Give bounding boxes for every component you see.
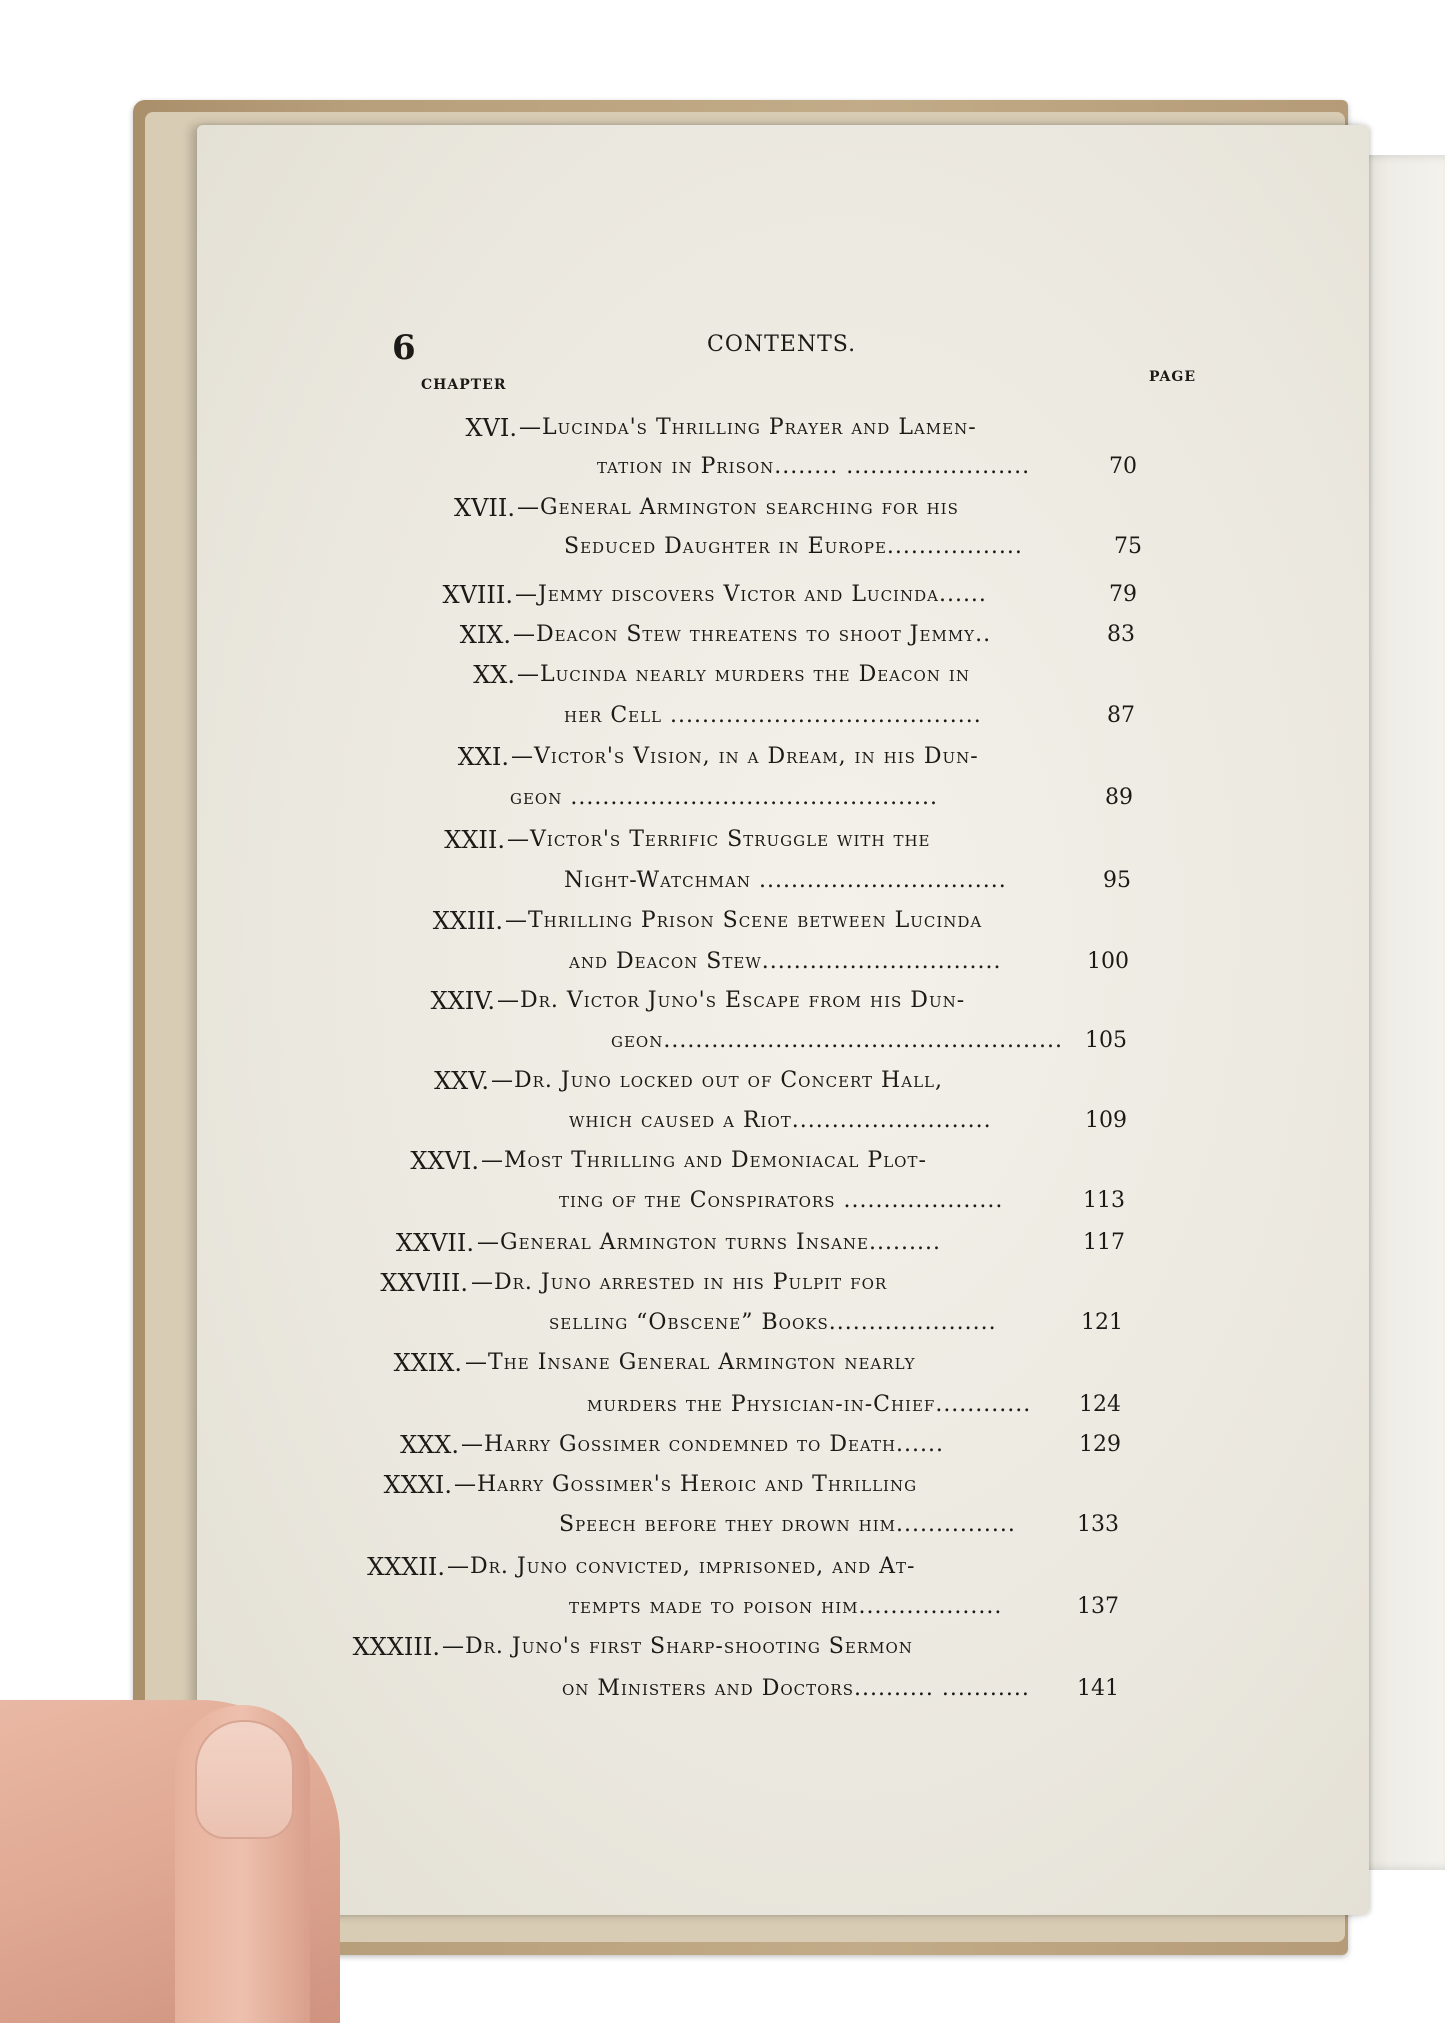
chapter-numeral: XXII. bbox=[444, 826, 505, 854]
chapter-page-number: 129 bbox=[1079, 1432, 1121, 1457]
chapter-title-continued: Night-Watchman ............................... bbox=[564, 868, 1007, 893]
chapter-numeral: XXXII. bbox=[367, 1553, 445, 1581]
thumbnail-nail bbox=[195, 1720, 294, 1839]
chapter-numeral: XXXIII. bbox=[352, 1633, 440, 1661]
toc-entry-line bbox=[197, 1387, 1369, 1423]
chapter-numeral: XXIV. bbox=[430, 987, 495, 1015]
chapter-title: —Most Thrilling and Demoniacal Plot- bbox=[481, 1148, 927, 1173]
chapter-page-number: 105 bbox=[1085, 1028, 1127, 1053]
chapter-title: —Dr. Juno locked out of Concert Hall, bbox=[491, 1068, 943, 1093]
toc-entry-line bbox=[197, 1671, 1369, 1707]
chapter-page-number: 83 bbox=[1107, 622, 1135, 647]
toc-entry-line bbox=[197, 1103, 1369, 1139]
chapter-numeral: XXVI. bbox=[410, 1147, 479, 1175]
chapter-title: —Dr. Juno convicted, imprisoned, and At- bbox=[447, 1554, 916, 1579]
chapter-numeral: XXVIII. bbox=[380, 1269, 468, 1297]
chapter-title: —Dr. Juno arrested in his Pulpit for bbox=[471, 1270, 888, 1295]
chapter-page-number: 75 bbox=[1114, 534, 1142, 559]
chapter-title-continued: her Cell ....................................... bbox=[564, 703, 982, 728]
chapter-numeral: XVIII. bbox=[442, 581, 513, 609]
toc-entry-line bbox=[197, 1143, 1369, 1179]
toc-entry-line bbox=[197, 657, 1369, 693]
toc-entry-line bbox=[197, 780, 1369, 816]
chapter-page-number: 100 bbox=[1087, 949, 1129, 974]
chapter-title: —Victor's Terrific Struggle with the bbox=[507, 827, 931, 852]
toc-entry-line bbox=[197, 577, 1369, 613]
chapter-title: —The Insane General Armington nearly bbox=[465, 1350, 916, 1375]
toc-entry-line bbox=[197, 1507, 1369, 1543]
chapter-title-continued: Seduced Daughter in Europe................. bbox=[564, 534, 1023, 559]
toc-entry-line bbox=[197, 1549, 1369, 1585]
toc-entry-line bbox=[197, 1589, 1369, 1625]
chapter-page-number: 137 bbox=[1077, 1594, 1119, 1619]
chapter-title-continued: which caused a Riot......................... bbox=[569, 1108, 992, 1133]
chapter-title: —Victor's Vision, in a Dream, in his Dun- bbox=[511, 744, 979, 769]
chapter-page-number: 87 bbox=[1107, 703, 1135, 728]
chapter-page-number: 109 bbox=[1085, 1108, 1127, 1133]
chapter-title: —Thrilling Prison Scene between Lucinda bbox=[505, 908, 983, 933]
toc-entry-line bbox=[197, 698, 1369, 734]
chapter-page-number: 124 bbox=[1079, 1392, 1121, 1417]
chapter-numeral: XXI. bbox=[457, 743, 509, 771]
toc-entry-line bbox=[197, 410, 1369, 446]
toc-entry-line bbox=[197, 903, 1369, 939]
chapter-title: —Lucinda nearly murders the Deacon in bbox=[517, 662, 970, 687]
chapter-title: —Harry Gossimer condemned to Death...... bbox=[461, 1432, 944, 1457]
chapter-title-continued: tation in Prison........ ....................... bbox=[597, 454, 1031, 479]
chapter-page-number: 117 bbox=[1083, 1230, 1125, 1255]
toc-entry-line bbox=[197, 1265, 1369, 1301]
toc-entry-line bbox=[197, 1225, 1369, 1261]
chapter-title: —Deacon Stew threatens to shoot Jemmy.. bbox=[513, 622, 992, 647]
chapter-title: —Lucinda's Thrilling Prayer and Lamen- bbox=[519, 415, 977, 440]
chapter-title-continued: ting of the Conspirators .................... bbox=[559, 1188, 1004, 1213]
chapter-title-continued: Speech before they drown him............... bbox=[559, 1512, 1016, 1537]
page-column-label: PAGE bbox=[1149, 369, 1196, 385]
toc-entry-line bbox=[197, 822, 1369, 858]
toc-entry-line bbox=[197, 1427, 1369, 1463]
toc-entry-line bbox=[197, 529, 1369, 565]
chapter-title: —General Armington searching for his bbox=[517, 495, 959, 520]
toc-entry-line bbox=[197, 983, 1369, 1019]
toc-entry-line bbox=[197, 1305, 1369, 1341]
chapter-title-continued: and Deacon Stew.............................. bbox=[569, 949, 1002, 974]
chapter-title-continued: geon.................................................. bbox=[611, 1028, 1064, 1053]
chapter-title-continued: geon .............................................. bbox=[510, 785, 939, 810]
toc-entry-line bbox=[197, 617, 1369, 653]
toc-entry-line bbox=[197, 944, 1369, 980]
chapter-title: —General Armington turns Insane......... bbox=[477, 1230, 941, 1255]
chapter-numeral: XXXI. bbox=[383, 1471, 452, 1499]
toc-entry-line bbox=[197, 490, 1369, 526]
chapter-title: —Harry Gossimer's Heroic and Thrilling bbox=[454, 1472, 918, 1497]
toc-entry-line bbox=[197, 1023, 1369, 1059]
running-head: CONTENTS. bbox=[707, 332, 857, 357]
chapter-page-number: 113 bbox=[1083, 1188, 1125, 1213]
toc-entry-line bbox=[197, 1063, 1369, 1099]
chapter-title-continued: on Ministers and Doctors.......... ........... bbox=[562, 1676, 1030, 1701]
chapter-title-continued: murders the Physician-in-Chief............ bbox=[587, 1392, 1032, 1417]
toc-entry-line bbox=[197, 739, 1369, 775]
chapter-page-number: 95 bbox=[1103, 868, 1131, 893]
chapter-title: —Jemmy discovers Victor and Lucinda...... bbox=[515, 582, 987, 607]
chapter-title-continued: selling “Obscene” Books..................... bbox=[549, 1310, 997, 1335]
toc-entry-line bbox=[197, 1183, 1369, 1219]
chapter-title: —Dr. Victor Juno's Escape from his Dun- bbox=[497, 988, 966, 1013]
chapter-title-continued: tempts made to poison him.................. bbox=[569, 1594, 1003, 1619]
chapter-page-number: 79 bbox=[1109, 582, 1137, 607]
contents-page bbox=[197, 125, 1369, 1915]
chapter-page-number: 133 bbox=[1077, 1512, 1119, 1537]
toc-entry-line bbox=[197, 1467, 1369, 1503]
chapter-numeral: XXVII. bbox=[395, 1229, 474, 1257]
chapter-title: —Dr. Juno's first Sharp-shooting Sermon bbox=[442, 1634, 913, 1659]
chapter-page-number: 121 bbox=[1081, 1310, 1123, 1335]
chapter-page-number: 141 bbox=[1077, 1676, 1119, 1701]
chapter-page-number: 70 bbox=[1109, 454, 1137, 479]
chapter-numeral: XXIX. bbox=[393, 1349, 462, 1377]
chapter-numeral: XIX. bbox=[459, 621, 511, 649]
page-number: 6 bbox=[392, 328, 416, 368]
toc-entry-line bbox=[197, 863, 1369, 899]
chapter-numeral: XX. bbox=[473, 661, 515, 689]
chapter-numeral: XVII. bbox=[453, 494, 515, 522]
chapter-numeral: XXX. bbox=[400, 1431, 459, 1459]
chapter-numeral: XVI. bbox=[465, 414, 517, 442]
chapter-numeral: XXV. bbox=[434, 1067, 489, 1095]
toc-entry-line bbox=[197, 1345, 1369, 1381]
chapter-page-number: 89 bbox=[1105, 785, 1133, 810]
toc-entry-line bbox=[197, 449, 1369, 485]
chapter-numeral: XXIII. bbox=[432, 907, 503, 935]
chapter-column-label: CHAPTER bbox=[421, 377, 507, 393]
toc-entry-line bbox=[197, 1629, 1369, 1665]
